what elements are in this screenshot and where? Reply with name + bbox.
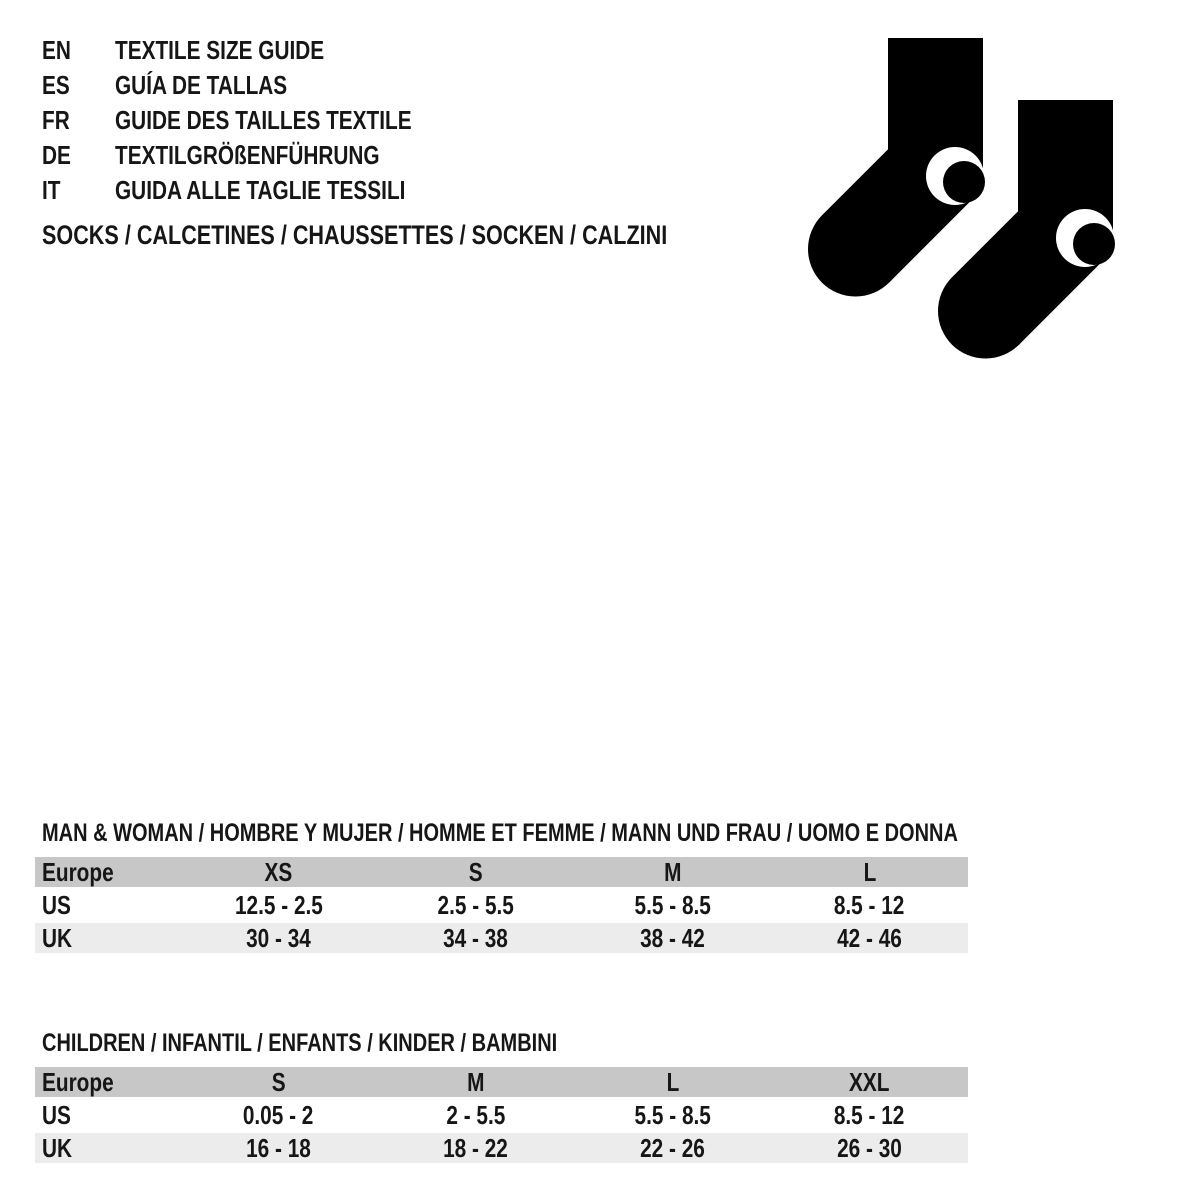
size-cell: 22 - 26: [640, 1132, 705, 1163]
language-title-text: GUIDE DES TAILLES TEXTILE: [115, 105, 412, 135]
language-title-text: GUÍA DE TALLAS: [115, 70, 288, 100]
language-title: [115, 33, 376, 68]
size-cell: 30 - 34: [246, 922, 311, 953]
language-title: [115, 68, 330, 103]
language-title-text: GUIDA ALLE TAGLIE TESSILI: [115, 175, 406, 205]
size-cell: 5.5 - 8.5: [634, 1099, 711, 1130]
language-title: [115, 173, 478, 208]
column-header-size: L: [666, 1066, 679, 1097]
product-category-title-text: SOCKS / CALCETINES / CHAUSSETTES / SOCKEN / CALZINI: [42, 220, 668, 250]
language-title: [115, 138, 446, 173]
size-cell: 12.5 - 2.5: [234, 889, 323, 920]
size-cell: 0.05 - 2: [243, 1099, 314, 1130]
language-code: [42, 138, 115, 173]
language-title-text: TEXTILE SIZE GUIDE: [115, 35, 325, 65]
table-title: [42, 820, 968, 846]
size-table-man-woman: [35, 820, 968, 956]
socks-icon: [808, 24, 1120, 369]
size-cell: 2.5 - 5.5: [437, 889, 514, 920]
size-cell: 8.5 - 12: [834, 1099, 905, 1130]
row-region-label: UK: [42, 922, 73, 953]
column-header-size: L: [863, 856, 876, 887]
product-category-title: [42, 220, 824, 250]
table-header-row: [35, 1067, 968, 1097]
language-code-text: FR: [42, 105, 70, 135]
language-code: [42, 103, 115, 138]
language-code: [42, 68, 115, 103]
language-row: [42, 33, 486, 68]
size-cell: 34 - 38: [443, 922, 508, 953]
table-header-row: [35, 857, 968, 887]
language-row: [42, 103, 486, 138]
column-header-region: Europe: [42, 856, 114, 887]
language-row: [42, 173, 486, 208]
column-header-size: XS: [264, 856, 293, 887]
table-title: [42, 1030, 968, 1056]
language-title-list: [42, 33, 486, 208]
table-row: [35, 923, 968, 953]
size-cell: 38 - 42: [640, 922, 705, 953]
row-region-label: US: [42, 889, 71, 920]
row-region-label: US: [42, 1099, 71, 1130]
size-table-children: [35, 1030, 968, 1166]
size-cell: 16 - 18: [246, 1132, 311, 1163]
language-code: [42, 173, 115, 208]
column-header-size: XXL: [849, 1066, 890, 1097]
language-code-text: DE: [42, 140, 71, 170]
table-title-text: CHILDREN / INFANTIL / ENFANTS / KINDER / BAMBINI: [42, 1029, 558, 1057]
table-title-text: MAN & WOMAN / HOMBRE Y MUJER / HOMME ET FEMME / MANN UND FRAU / UOMO E DONNA: [42, 819, 958, 847]
size-cell: 8.5 - 12: [834, 889, 905, 920]
language-code-text: IT: [42, 175, 61, 205]
size-cell: 42 - 46: [837, 922, 902, 953]
language-code: [42, 33, 115, 68]
row-region-label: UK: [42, 1132, 73, 1163]
column-header-region: Europe: [42, 1066, 114, 1097]
language-code-text: ES: [42, 70, 70, 100]
table-row: [35, 1133, 968, 1163]
language-row: [42, 138, 486, 173]
language-title: [115, 103, 486, 138]
size-cell: 2 - 5.5: [446, 1099, 505, 1130]
column-header-size: M: [663, 856, 682, 887]
table-row: [35, 890, 968, 920]
column-header-size: M: [466, 1066, 485, 1097]
column-header-size: S: [468, 856, 483, 887]
column-header-size: S: [271, 1066, 286, 1097]
language-row: [42, 68, 486, 103]
size-cell: 18 - 22: [443, 1132, 508, 1163]
size-cell: 5.5 - 8.5: [634, 889, 711, 920]
language-code-text: EN: [42, 35, 71, 65]
language-title-text: TEXTILGRÖßENFÜHRUNG: [115, 140, 380, 170]
table-row: [35, 1100, 968, 1130]
size-cell: 26 - 30: [837, 1132, 902, 1163]
